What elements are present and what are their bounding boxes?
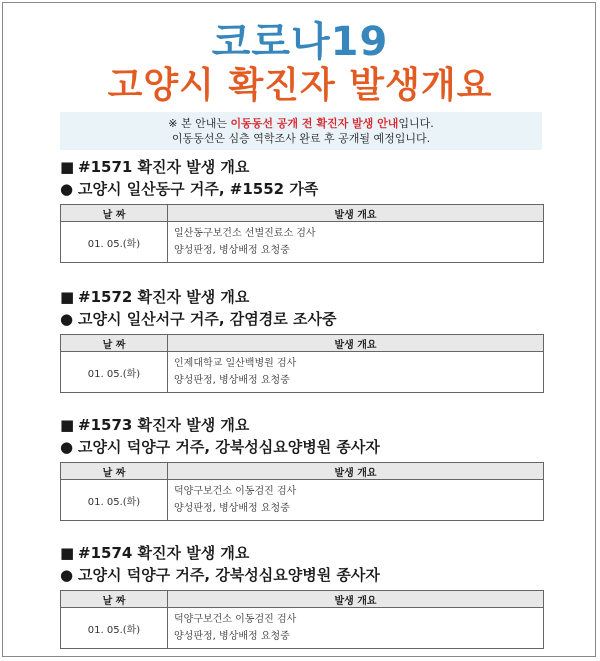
title-line-2: 고양시 확진자 발생개요 xyxy=(107,65,493,106)
notice-box xyxy=(60,112,542,150)
table-row xyxy=(61,480,544,521)
detail-line-1: 덕양구보건소 이동검진 검사 xyxy=(174,486,297,497)
date-column-header: 날 짜 xyxy=(61,591,168,608)
case-heading xyxy=(60,156,544,178)
case-summary xyxy=(60,564,544,586)
case-summary-text: 고양시 일산동구 거주, #1552 가족 xyxy=(78,180,319,198)
case-heading xyxy=(60,542,544,564)
date-column-header: 날 짜 xyxy=(61,205,168,222)
table-header-row xyxy=(61,335,544,352)
date-cell: 01. 05.(화) xyxy=(61,352,168,393)
case-heading-text: #1573 확진자 발생 개요 xyxy=(78,416,250,434)
case-heading-text: #1571 확진자 발생 개요 xyxy=(78,158,250,176)
details-column-header: 발생 개요 xyxy=(168,463,544,480)
date-column-header: 날 짜 xyxy=(61,463,168,480)
case-table xyxy=(60,334,544,393)
notice-line-1 xyxy=(60,116,542,131)
case-summary-text: 고양시 덕양구 거주, 강북성심요양병원 종사자 xyxy=(78,566,380,584)
case-section xyxy=(60,286,544,393)
square-bullet-icon: ■ xyxy=(60,544,75,562)
case-summary-text: 고양시 덕양구 거주, 강북성심요양병원 종사자 xyxy=(78,438,380,456)
table-header-row xyxy=(61,591,544,608)
date-column-header: 날 짜 xyxy=(61,335,168,352)
case-heading-text: #1572 확진자 발생 개요 xyxy=(78,288,250,306)
circle-bullet-icon: ● xyxy=(60,310,74,328)
case-section xyxy=(60,542,544,649)
square-bullet-icon: ■ xyxy=(60,416,75,434)
case-heading xyxy=(60,286,544,308)
table-header-row xyxy=(61,463,544,480)
table-row xyxy=(61,352,544,393)
case-summary-text: 고양시 일산서구 거주, 감염경로 조사중 xyxy=(78,310,337,328)
table-row xyxy=(61,608,544,649)
details-column-header: 발생 개요 xyxy=(168,335,544,352)
square-bullet-icon: ■ xyxy=(60,158,75,176)
details-cell xyxy=(168,352,544,393)
details-cell xyxy=(168,222,544,263)
details-column-header: 발생 개요 xyxy=(168,205,544,222)
case-heading xyxy=(60,414,544,436)
square-bullet-icon: ■ xyxy=(60,288,75,306)
notice-suffix: 입니다. xyxy=(398,117,434,130)
case-table xyxy=(60,204,544,263)
detail-line-2: 양성판정, 병상배정 요청중 xyxy=(174,631,290,642)
case-section xyxy=(60,414,544,521)
date-cell: 01. 05.(화) xyxy=(61,480,168,521)
details-cell xyxy=(168,480,544,521)
detail-line-1: 일산동구보건소 선별진료소 검사 xyxy=(174,228,316,239)
date-cell: 01. 05.(화) xyxy=(61,222,168,263)
notice-prefix: ※ 본 안내는 xyxy=(168,117,231,130)
circle-bullet-icon: ● xyxy=(60,566,74,584)
details-cell xyxy=(168,608,544,649)
detail-line-2: 양성판정, 병상배정 요청중 xyxy=(174,503,290,514)
detail-line-2: 양성판정, 병상배정 요청중 xyxy=(174,375,290,386)
case-table xyxy=(60,462,544,521)
detail-line-2: 양성판정, 병상배정 요청중 xyxy=(174,245,290,256)
title-line-1: 코로나19 xyxy=(211,19,389,65)
case-summary xyxy=(60,436,544,458)
table-header-row xyxy=(61,205,544,222)
detail-line-1: 인제대학교 일산백병원 검사 xyxy=(174,358,297,369)
detail-line-1: 덕양구보건소 이동검진 검사 xyxy=(174,614,297,625)
date-cell: 01. 05.(화) xyxy=(61,608,168,649)
case-heading-text: #1574 확진자 발생 개요 xyxy=(78,544,250,562)
notice-line-2: 이동동선은 심층 역학조사 완료 후 공개될 예정입니다. xyxy=(171,132,431,145)
case-summary xyxy=(60,308,544,330)
case-section xyxy=(60,156,544,263)
case-table xyxy=(60,590,544,649)
details-column-header: 발생 개요 xyxy=(168,591,544,608)
circle-bullet-icon: ● xyxy=(60,438,74,456)
case-summary xyxy=(60,178,544,200)
notice-highlight: 이동동선 공개 전 확진자 발생 안내 xyxy=(230,117,399,130)
circle-bullet-icon: ● xyxy=(60,180,74,198)
table-row xyxy=(61,222,544,263)
